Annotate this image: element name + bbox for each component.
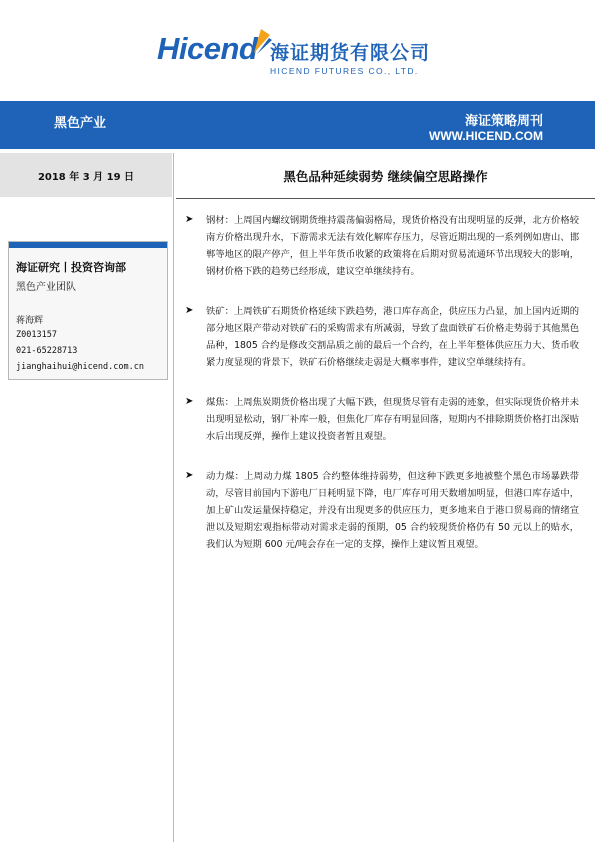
author-license: Z0013157 [16,330,57,340]
date-box [0,153,172,197]
author-email[interactable]: jianghaihui@hicend.com.cn [16,362,144,372]
team-name: 黑色产业团队 [16,282,76,293]
item-text: 动力煤：上周动力煤 1805 合约整体维持弱势，但这种下跌更多地被整个黑色市场暴跌带动，尽管目前国内下游电厂日耗明显下降，电厂库存可用天数增加明显，但港口库存适中，加上矿山发运量保持稳定，并没有出现更多的供应压力，更多地来自于港口贸易商的情绪宣泄以及短期宏观指标带动对需求走弱的预期，05 合约较现货价格仍有 50 元以上的贴水，我们认为短期 600 元/吨会存在一定的支撑，操作上建议暂且观望。 [206,471,579,550]
publication-name: 海证策略周刊 [464,114,543,129]
bullet-arrow-icon: ➤ [185,305,194,316]
commentary-list [185,212,579,576]
author-phone: 021-65228713 [16,346,78,356]
item-text: 煤焦：上周焦炭期货价格出现了大幅下跌，但现货尽管有走弱的迹象，但实际现货价格并未出现明显松动，钢厂补库一般，但焦化厂库存有明显回落，短期内不排除期货价格打出深贴水后出现反弹，操作上建议投资者暂且观望。 [206,397,579,442]
list-item [185,212,579,280]
website-link[interactable]: WWW.HICEND.COM [429,129,543,143]
company-logo [157,26,447,86]
list-item [185,468,579,553]
author-card-accent [9,242,167,248]
report-title: 黑色品种延续弱势 继续偏空思路操作 [283,169,488,184]
department-name: 海证研究丨投资咨询部 [16,261,126,274]
author-name: 蒋海辉 [16,316,44,326]
sector-label: 黑色产业 [54,116,107,131]
bullet-arrow-icon: ➤ [185,214,194,225]
logo-subtitle: HICEND FUTURES CO., LTD. [270,66,419,76]
list-item [185,303,579,371]
header-banner [0,101,595,149]
bullet-arrow-icon: ➤ [185,396,194,407]
title-divider [176,198,595,199]
item-text: 钢材：上周国内螺纹钢期货维持震荡偏弱格局，现货价格没有出现明显的反弹，北方价格较南方价格出现升水，下游需求无法有效化解库存压力，尽管近期出现的一系列例如唐山、邯郸等地区的限产停产，但上半年货币收紧的政策将在后期对贸易流通环节出现较大的影响，钢材价格下跌的趋势已经形成，建议空单继续持有。 [206,215,579,277]
author-card [8,241,168,380]
item-text: 铁矿：上周铁矿石期货价格延续下跌趋势，港口库存高企，供应压力凸显，加上国内近期的部分地区限产带动对铁矿石的采购需求有所减弱，导致了盘面铁矿石价格走势弱于其他黑色品种，1805 合约是修改交割品质之前的最后一个合约，在上半年整体供应压力大、货币收紧力度显现的背景下，铁矿石价格继续走弱是大概率事件，建议空单继续持有。 [206,306,579,368]
sidebar-divider [173,153,174,842]
logo-english-text: Hicend [157,31,258,66]
list-item [185,394,579,445]
report-date: 2018 年 3 月 19 日 [37,172,135,183]
bullet-arrow-icon: ➤ [185,470,194,481]
logo-chinese-text: 海证期货有限公司 [270,42,431,64]
